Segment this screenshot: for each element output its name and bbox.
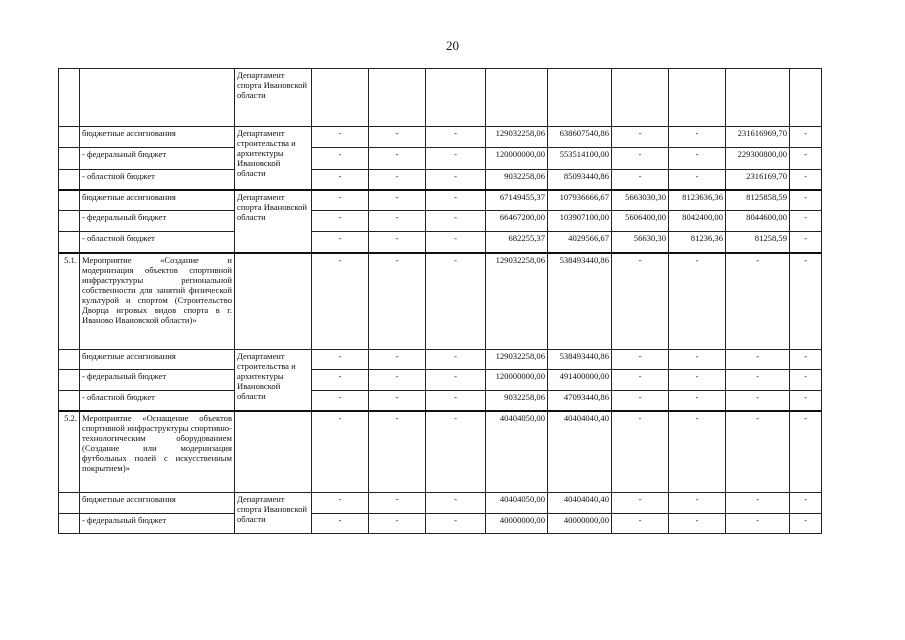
table-row [59, 350, 822, 370]
empty-cell: - [369, 493, 426, 514]
empty-cell: - [790, 514, 822, 534]
empty-cell: - [612, 514, 669, 534]
empty-cell: - [726, 350, 790, 370]
row-number: 5.1. [59, 253, 80, 350]
amount-cell: 8123636,36 [669, 190, 726, 211]
table-row [59, 69, 822, 127]
empty-cell [548, 69, 612, 127]
table-row [59, 514, 822, 534]
amount-cell: 8042400,00 [669, 211, 726, 232]
empty-cell: - [790, 370, 822, 391]
empty-cell: - [369, 350, 426, 370]
empty-cell: - [312, 350, 369, 370]
amount-cell: 40404040,40 [548, 411, 612, 493]
row-name: Мероприятие «Создание и модернизация объектов спортивной инфраструктуры региональной собственности для занятий физической культурой и спортом (Строительство Дворца игровых видов спорта в г. Иваново Ивановской области)» [80, 253, 235, 350]
empty-cell: - [426, 253, 486, 350]
empty-cell: - [612, 127, 669, 148]
amount-cell: 8125858,59 [726, 190, 790, 211]
empty-cell: - [726, 370, 790, 391]
amount-cell: 56630,30 [612, 232, 669, 253]
amount-cell: 129032258,06 [486, 127, 548, 148]
empty-cell: - [790, 170, 822, 190]
amount-cell: 85093440,86 [548, 170, 612, 190]
amount-cell: 2316169,70 [726, 170, 790, 190]
row-number [59, 391, 80, 411]
empty-cell: - [790, 391, 822, 411]
amount-cell: 5663030,30 [612, 190, 669, 211]
empty-cell: - [369, 211, 426, 232]
empty-cell: - [369, 170, 426, 190]
empty-cell: - [426, 232, 486, 253]
empty-cell: - [369, 411, 426, 493]
empty-cell: - [726, 391, 790, 411]
empty-cell: - [790, 127, 822, 148]
empty-cell: - [790, 148, 822, 170]
empty-cell: - [669, 493, 726, 514]
amount-cell: 81236,36 [669, 232, 726, 253]
row-number [59, 190, 80, 211]
row-name [80, 69, 235, 127]
amount-cell: 67149455,37 [486, 190, 548, 211]
amount-cell: 538493440,86 [548, 253, 612, 350]
empty-cell [726, 69, 790, 127]
row-name: Мероприятие «Оснащение объектов спортивной инфраструктуры спортивно-технологическим оборудованием (Создание или модернизация футбольных полей с искусственным покрытием)» [80, 411, 235, 493]
empty-cell: - [790, 232, 822, 253]
table-row [59, 391, 822, 411]
empty-cell: - [312, 514, 369, 534]
table-row [59, 493, 822, 514]
amount-cell: 553514100,00 [548, 148, 612, 170]
row-name: - областной бюджет [80, 170, 235, 190]
empty-cell [669, 69, 726, 127]
row-number [59, 148, 80, 170]
empty-cell: - [790, 190, 822, 211]
empty-cell: - [426, 493, 486, 514]
row-name: бюджетные ассигнования [80, 493, 235, 514]
empty-cell: - [726, 411, 790, 493]
empty-cell: - [612, 493, 669, 514]
empty-cell [486, 69, 548, 127]
empty-cell: - [669, 514, 726, 534]
empty-cell: - [426, 350, 486, 370]
row-name: бюджетные ассигнования [80, 190, 235, 211]
amount-cell: 231616969,70 [726, 127, 790, 148]
empty-cell: - [790, 493, 822, 514]
table-row [59, 232, 822, 253]
row-number [59, 232, 80, 253]
empty-cell: - [312, 211, 369, 232]
empty-cell: - [612, 411, 669, 493]
amount-cell: 129032258,06 [486, 253, 548, 350]
empty-cell: - [426, 514, 486, 534]
empty-cell: - [790, 411, 822, 493]
table-row [59, 170, 822, 190]
amount-cell: 129032258,06 [486, 350, 548, 370]
amount-cell: 40000000,00 [548, 514, 612, 534]
department-cell: Департамент спорта Ивановской области [235, 190, 312, 253]
empty-cell: - [369, 514, 426, 534]
table-row [59, 190, 822, 211]
row-number [59, 170, 80, 190]
row-name: - федеральный бюджет [80, 148, 235, 170]
empty-cell: - [312, 493, 369, 514]
empty-cell: - [669, 411, 726, 493]
table-row [59, 253, 822, 350]
department-cell [235, 411, 312, 493]
amount-cell: 81258,59 [726, 232, 790, 253]
budget-table [58, 68, 822, 534]
amount-cell: 40404050,00 [486, 411, 548, 493]
amount-cell: 120000000,00 [486, 148, 548, 170]
amount-cell: 40000000,00 [486, 514, 548, 534]
empty-cell [426, 69, 486, 127]
row-name: - федеральный бюджет [80, 514, 235, 534]
empty-cell: - [612, 148, 669, 170]
empty-cell [612, 69, 669, 127]
empty-cell: - [726, 493, 790, 514]
department-cell: Департамент спорта Ивановской области [235, 493, 312, 534]
empty-cell: - [669, 370, 726, 391]
amount-cell: 8044600,00 [726, 211, 790, 232]
empty-cell: - [669, 350, 726, 370]
row-number: 5.2. [59, 411, 80, 493]
row-name: бюджетные ассигнования [80, 127, 235, 148]
table-row [59, 370, 822, 391]
amount-cell: 4029566,67 [548, 232, 612, 253]
empty-cell: - [426, 170, 486, 190]
empty-cell: - [669, 253, 726, 350]
empty-cell: - [312, 391, 369, 411]
amount-cell: 638607540,86 [548, 127, 612, 148]
row-name: бюджетные ассигнования [80, 350, 235, 370]
amount-cell: 5606400,00 [612, 211, 669, 232]
amount-cell: 229300800,00 [726, 148, 790, 170]
empty-cell: - [726, 514, 790, 534]
amount-cell: 47093440,86 [548, 391, 612, 411]
table-row [59, 148, 822, 170]
empty-cell: - [426, 190, 486, 211]
empty-cell: - [426, 211, 486, 232]
empty-cell: - [369, 190, 426, 211]
amount-cell: 682255,37 [486, 232, 548, 253]
row-name: - областной бюджет [80, 391, 235, 411]
empty-cell: - [369, 253, 426, 350]
empty-cell [369, 69, 426, 127]
row-name: - федеральный бюджет [80, 211, 235, 232]
empty-cell: - [726, 253, 790, 350]
amount-cell: 107936666,67 [548, 190, 612, 211]
empty-cell: - [312, 170, 369, 190]
empty-cell: - [426, 127, 486, 148]
empty-cell: - [426, 391, 486, 411]
row-number [59, 493, 80, 514]
table-row [59, 411, 822, 493]
empty-cell [312, 69, 369, 127]
empty-cell: - [312, 127, 369, 148]
amount-cell: 40404040,40 [548, 493, 612, 514]
amount-cell: 103907100,00 [548, 211, 612, 232]
amount-cell: 538493440,86 [548, 350, 612, 370]
row-name: - областной бюджет [80, 232, 235, 253]
row-name: - федеральный бюджет [80, 370, 235, 391]
empty-cell: - [790, 350, 822, 370]
empty-cell: - [369, 370, 426, 391]
amount-cell: 40404050,00 [486, 493, 548, 514]
empty-cell: - [669, 148, 726, 170]
empty-cell: - [369, 391, 426, 411]
empty-cell: - [612, 370, 669, 391]
empty-cell: - [426, 411, 486, 493]
empty-cell: - [612, 253, 669, 350]
amount-cell: 66467200,00 [486, 211, 548, 232]
empty-cell: - [790, 253, 822, 350]
empty-cell: - [612, 350, 669, 370]
department-cell [235, 253, 312, 350]
row-number [59, 127, 80, 148]
department-cell: Департамент строительства и архитектуры Ивановской области [235, 350, 312, 411]
empty-cell: - [612, 391, 669, 411]
row-number [59, 370, 80, 391]
empty-cell: - [669, 127, 726, 148]
row-number [59, 69, 80, 127]
empty-cell: - [369, 232, 426, 253]
empty-cell: - [312, 411, 369, 493]
empty-cell: - [312, 232, 369, 253]
row-number [59, 514, 80, 534]
empty-cell: - [369, 148, 426, 170]
empty-cell: - [312, 148, 369, 170]
table-row [59, 211, 822, 232]
empty-cell: - [312, 253, 369, 350]
department-cell: Департамент строительства и архитектуры Ивановской области [235, 127, 312, 190]
table-row [59, 127, 822, 148]
empty-cell: - [312, 190, 369, 211]
department-cell: Департамент спорта Ивановской области [235, 69, 312, 127]
amount-cell: 9032258,06 [486, 170, 548, 190]
empty-cell: - [426, 148, 486, 170]
empty-cell: - [426, 370, 486, 391]
row-number [59, 211, 80, 232]
page-number: 20 [446, 38, 459, 53]
empty-cell: - [612, 170, 669, 190]
empty-cell [790, 69, 822, 127]
empty-cell: - [369, 127, 426, 148]
amount-cell: 120000000,00 [486, 370, 548, 391]
empty-cell: - [312, 370, 369, 391]
empty-cell: - [790, 211, 822, 232]
empty-cell: - [669, 391, 726, 411]
row-number [59, 350, 80, 370]
empty-cell: - [669, 170, 726, 190]
amount-cell: 9032258,06 [486, 391, 548, 411]
amount-cell: 491400000,00 [548, 370, 612, 391]
